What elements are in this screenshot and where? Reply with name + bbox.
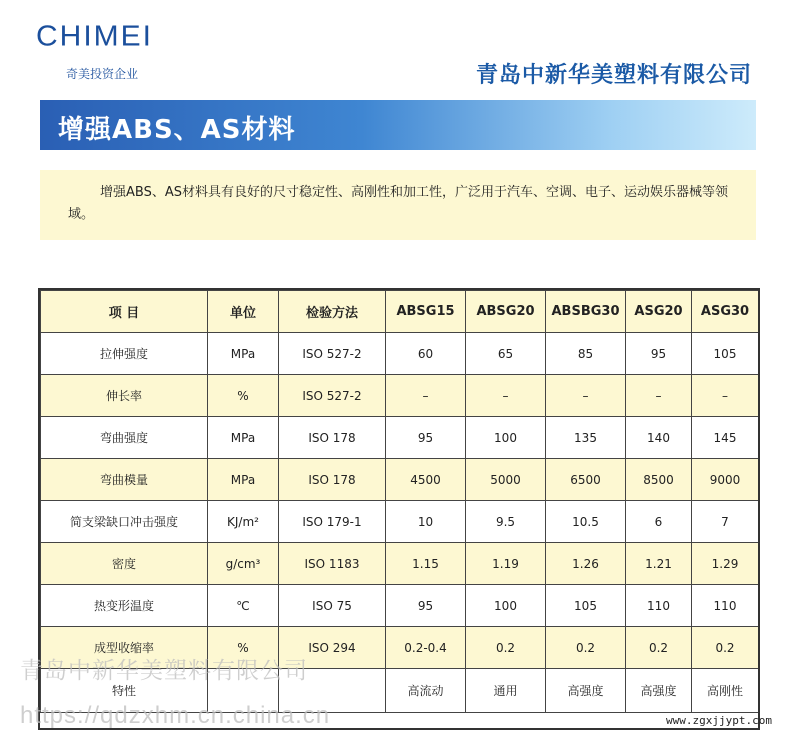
table-cell: – (386, 375, 466, 417)
table-cell: ISO 527-2 (279, 375, 386, 417)
table-cell: 高刚性 (692, 669, 759, 713)
table-cell: – (626, 375, 692, 417)
table-cell: 1.29 (692, 543, 759, 585)
table-cell: 95 (386, 585, 466, 627)
header-cell: 项 目 (41, 291, 208, 333)
table-cell: 9000 (692, 459, 759, 501)
table-row (41, 501, 759, 543)
header-cell: ABSBG30 (546, 291, 626, 333)
table-cell: ISO 1183 (279, 543, 386, 585)
table-cell: % (208, 375, 279, 417)
intro-box (40, 170, 756, 240)
table-cell: 拉伸强度 (41, 333, 208, 375)
table-header-row (41, 291, 759, 333)
table-cell: 1.21 (626, 543, 692, 585)
table-cell: 95 (386, 417, 466, 459)
table-cell: 1.19 (466, 543, 546, 585)
table-cell: MPa (208, 459, 279, 501)
table-cell: 4500 (386, 459, 466, 501)
table-cell: 弯曲强度 (41, 417, 208, 459)
logo-subtitle: 奇美投资企业 (66, 67, 139, 81)
table-cell: MPa (208, 417, 279, 459)
table-row (41, 459, 759, 501)
table-cell: 特性 (41, 669, 208, 713)
table-cell: 100 (466, 417, 546, 459)
header-cell: ASG30 (692, 291, 759, 333)
company-watermark: 青岛中新华美塑料有限公司 (20, 658, 308, 684)
table-cell: ISO 178 (279, 417, 386, 459)
table-cell: 140 (626, 417, 692, 459)
table-cell: ISO 294 (279, 627, 386, 669)
table-cell: MPa (208, 333, 279, 375)
table-cell: 110 (626, 585, 692, 627)
table-cell: – (546, 375, 626, 417)
table-cell: 135 (546, 417, 626, 459)
table-cell: 1.15 (386, 543, 466, 585)
header-cell: 检验方法 (279, 291, 386, 333)
table-cell: 成型收缩率 (41, 627, 208, 669)
table-cell: 10.5 (546, 501, 626, 543)
company-name: 青岛中新华美塑料有限公司 (475, 63, 752, 88)
table-cell: 65 (466, 333, 546, 375)
header-cell: ABSG15 (386, 291, 466, 333)
table-cell: 95 (626, 333, 692, 375)
table-cell: ISO 527-2 (279, 333, 386, 375)
table-cell: 0.2 (626, 627, 692, 669)
table-cell: 高流动 (386, 669, 466, 713)
table-cell: 热变形温度 (41, 585, 208, 627)
table-cell: 0.2-0.4 (386, 627, 466, 669)
table-cell: 6 (626, 501, 692, 543)
table-row (41, 417, 759, 459)
table-cell: 105 (692, 333, 759, 375)
table-cell: 100 (466, 585, 546, 627)
table-cell: 7 (692, 501, 759, 543)
table-cell: 145 (692, 417, 759, 459)
table-row (41, 585, 759, 627)
header-cell: ABSG20 (466, 291, 546, 333)
table-cell: g/cm³ (208, 543, 279, 585)
url-watermark: https://qdzxhm.cn.china.cn (20, 702, 331, 729)
table-cell: ℃ (208, 585, 279, 627)
table-cell: 110 (692, 585, 759, 627)
table-cell: 0.2 (546, 627, 626, 669)
table-cell: 10 (386, 501, 466, 543)
table-cell: ISO 178 (279, 459, 386, 501)
table-cell: 伸长率 (41, 375, 208, 417)
table-cell: 通用 (466, 669, 546, 713)
title-banner (40, 100, 756, 150)
table-cell: 60 (386, 333, 466, 375)
table-row (41, 333, 759, 375)
table-cell: 简支梁缺口冲击强度 (41, 501, 208, 543)
table-cell: % (208, 627, 279, 669)
header-cell: ASG20 (626, 291, 692, 333)
table-cell: 0.2 (692, 627, 759, 669)
table-cell: 6500 (546, 459, 626, 501)
table-cell: 85 (546, 333, 626, 375)
table-cell: 高强度 (626, 669, 692, 713)
table-row (41, 375, 759, 417)
intro-text: 增强ABS、AS材料具有良好的尺寸稳定性、高刚性和加工性，广泛用于汽车、空调、电子、运动娱乐器械等领域。 (68, 185, 728, 222)
header-cell: 单位 (208, 291, 279, 333)
table-cell: 8500 (626, 459, 692, 501)
table-cell: 高强度 (546, 669, 626, 713)
spec-table (40, 290, 759, 713)
table-row (41, 543, 759, 585)
table-cell: ISO 75 (279, 585, 386, 627)
table-cell: 9.5 (466, 501, 546, 543)
page-title: 增强ABS、AS材料 (58, 115, 296, 145)
table-cell: 5000 (466, 459, 546, 501)
table-cell: 105 (546, 585, 626, 627)
table-cell: – (692, 375, 759, 417)
table-cell: 密度 (41, 543, 208, 585)
table-cell: ISO 179-1 (279, 501, 386, 543)
table-cell: – (466, 375, 546, 417)
table-cell: 1.26 (546, 543, 626, 585)
table-cell: KJ/m² (208, 501, 279, 543)
table-cell: 弯曲模量 (41, 459, 208, 501)
table-cell: 0.2 (466, 627, 546, 669)
chimei-logo: CHIMEI (36, 20, 153, 53)
site-watermark: www.zgxjjypt.com (666, 714, 772, 727)
